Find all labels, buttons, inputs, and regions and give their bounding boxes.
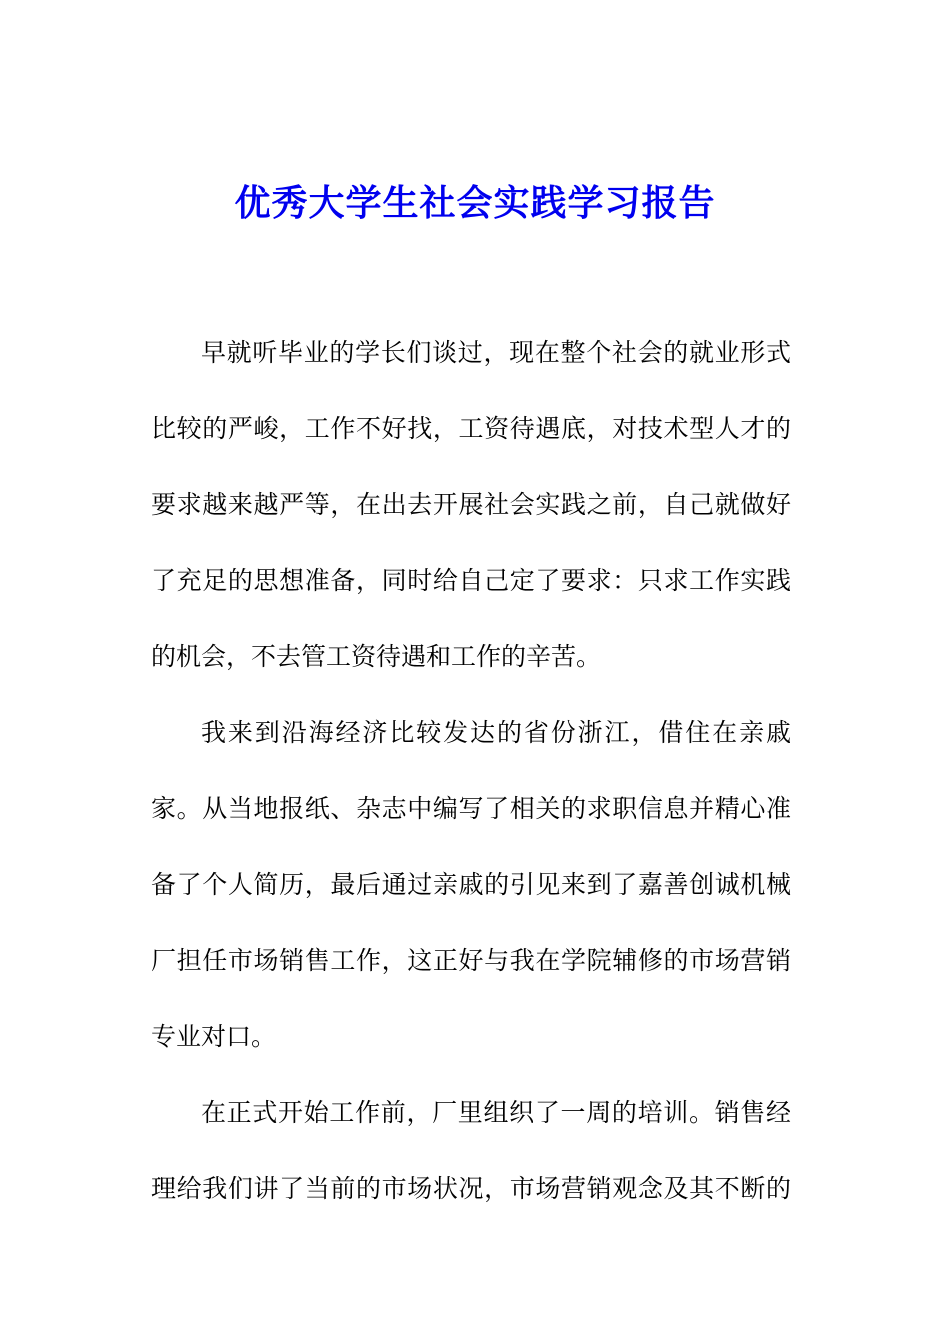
body-line: 家。从当地报纸、杂志中编写了相关的求职信息并精心准 <box>151 794 791 823</box>
body-line: 我来到沿海经济比较发达的省份浙江，借住在亲戚 <box>201 718 791 747</box>
body-line: 比较的严峻，工作不好找，工资待遇底，对技术型人才的 <box>151 414 791 443</box>
body-line: 在正式开始工作前，厂里组织了一周的培训。销售经 <box>201 1098 791 1127</box>
body-line: 专业对口。 <box>151 1022 277 1051</box>
body-line: 早就听毕业的学长们谈过，现在整个社会的就业形式 <box>201 338 791 367</box>
body-line: 理给我们讲了当前的市场状况，市场营销观念及其不断的 <box>151 1174 791 1203</box>
body-line: 的机会，不去管工资待遇和工作的辛苦。 <box>151 642 602 671</box>
body-line: 要求越来越严等，在出去开展社会实践之前，自己就做好 <box>151 490 791 519</box>
document-body <box>151 328 791 1240</box>
document-title: 优秀大学生社会实践学习报告 <box>234 182 716 224</box>
body-line: 备了个人简历，最后通过亲戚的引见来到了嘉善创诚机械 <box>151 870 791 899</box>
body-line: 了充足的思想准备，同时给自己定了要求：只求工作实践 <box>151 566 791 595</box>
body-line: 厂担任市场销售工作，这正好与我在学院辅修的市场营销 <box>151 946 791 975</box>
